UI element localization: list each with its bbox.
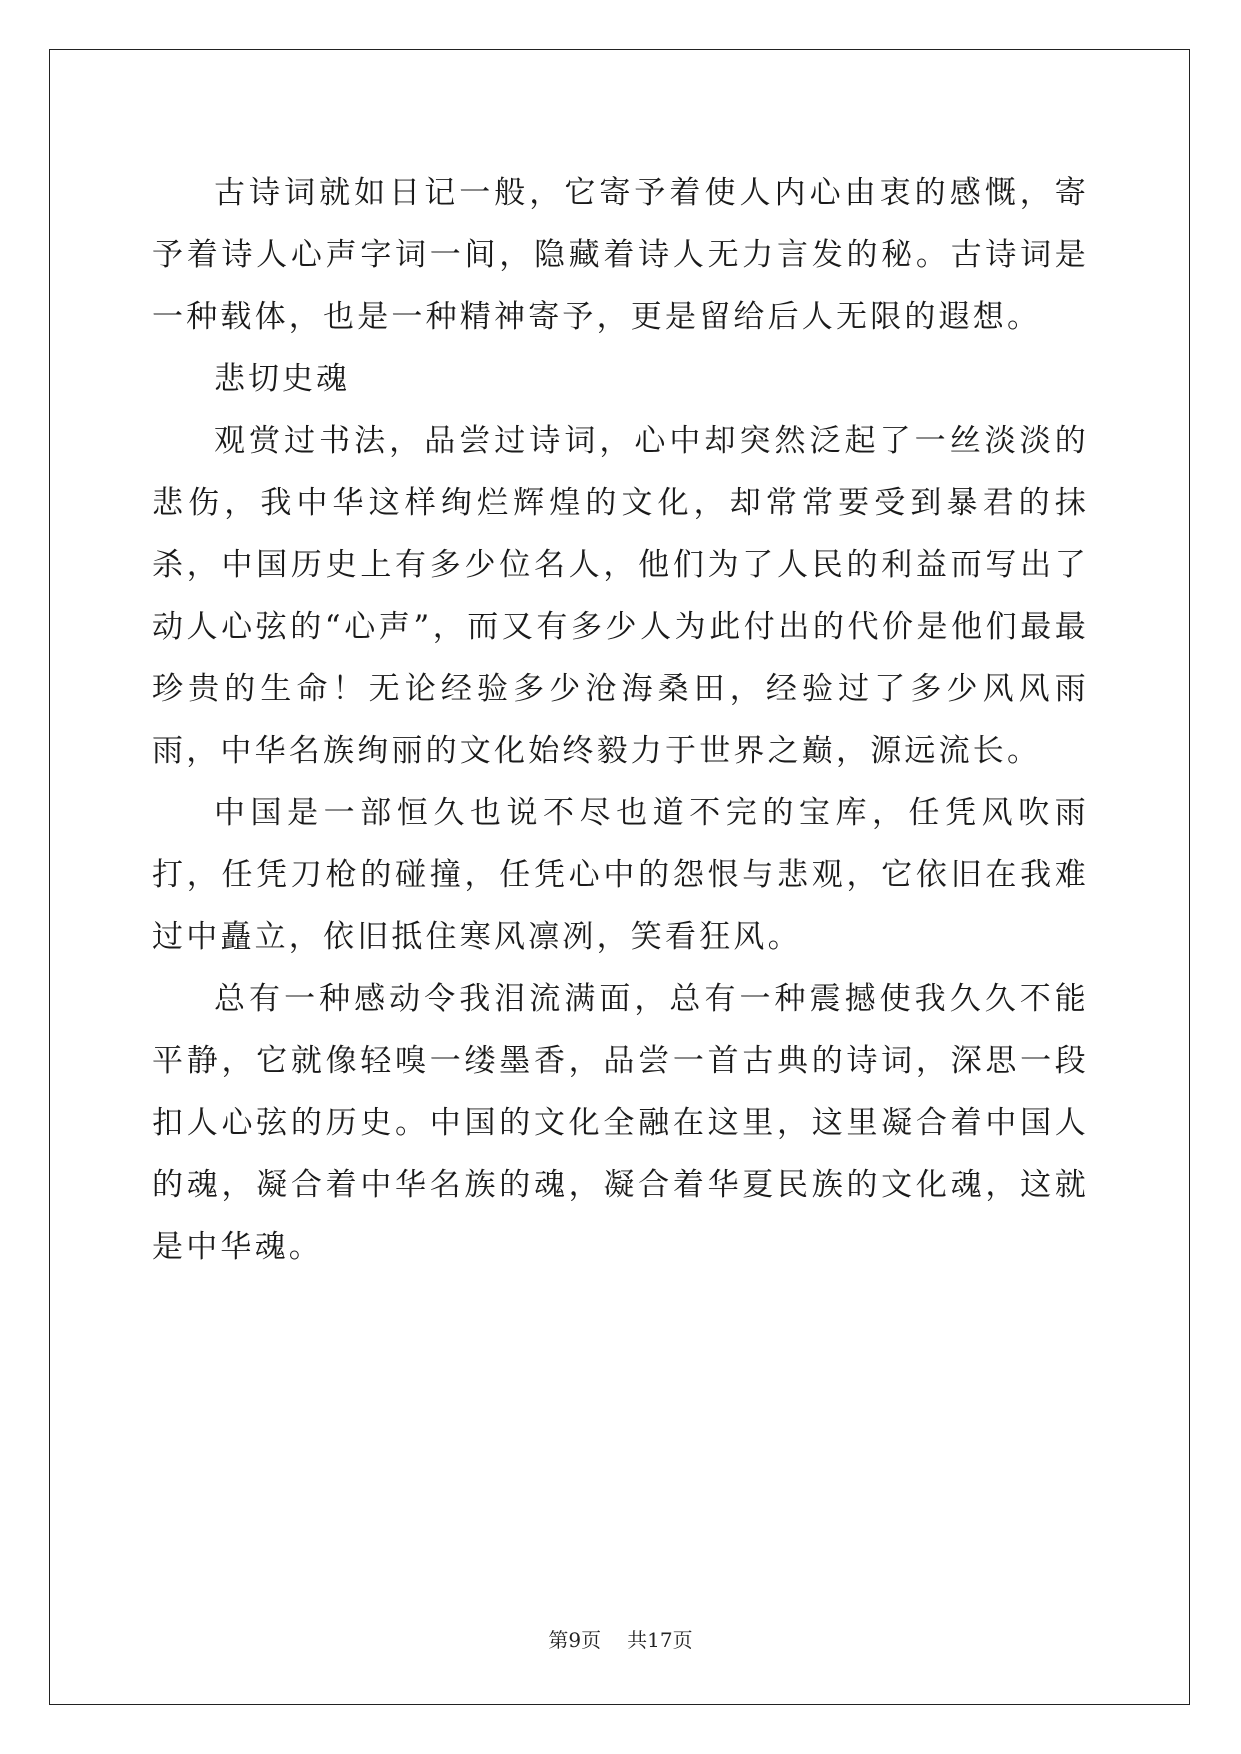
page-total: 共17页 [627, 1628, 693, 1652]
page-footer [0, 1624, 1241, 1653]
paragraph-3: 中国是一部恒久也说不尽也道不完的宝库，任凭风吹雨打，任凭刀枪的碰撞，任凭心中的怨恨与悲观，它依旧在我难过中矗立，依旧抵住寒风凛冽，笑看狂风。 [152, 795, 1089, 955]
document-body [152, 162, 1089, 1278]
paragraph-2: 观赏过书法，品尝过诗词，心中却突然泛起了一丝淡淡的悲伤，我中华这样绚烂辉煌的文化，却常常要受到暴君的抹杀，中国历史上有多少位名人，他们为了人民的利益而写出了动人心弦的“心声”，而又有多少人为此付出的代价是他们最最珍贵的生命！无论经验多少沧海桑田，经验过了多少风风雨雨，中华名族绚丽的文化始终毅力于世界之巅，源远流长。 [152, 423, 1089, 769]
page-number: 第9页 [548, 1628, 602, 1652]
paragraph-1: 古诗词就如日记一般，它寄予着使人内心由衷的感慨，寄予着诗人心声字词一间，隐藏着诗人无力言发的秘。古诗词是一种载体，也是一种精神寄予，更是留给后人无限的遐想。 [152, 175, 1089, 335]
section-heading: 悲切史魂 [214, 361, 350, 397]
paragraph-4: 总有一种感动令我泪流满面，总有一种震撼使我久久不能平静，它就像轻嗅一缕墨香，品尝一首古典的诗词，深思一段扣人心弦的历史。中国的文化全融在这里，这里凝合着中国人的魂，凝合着中华名族的魂，凝合着华夏民族的文化魂，这就是中华魂。 [152, 981, 1089, 1265]
